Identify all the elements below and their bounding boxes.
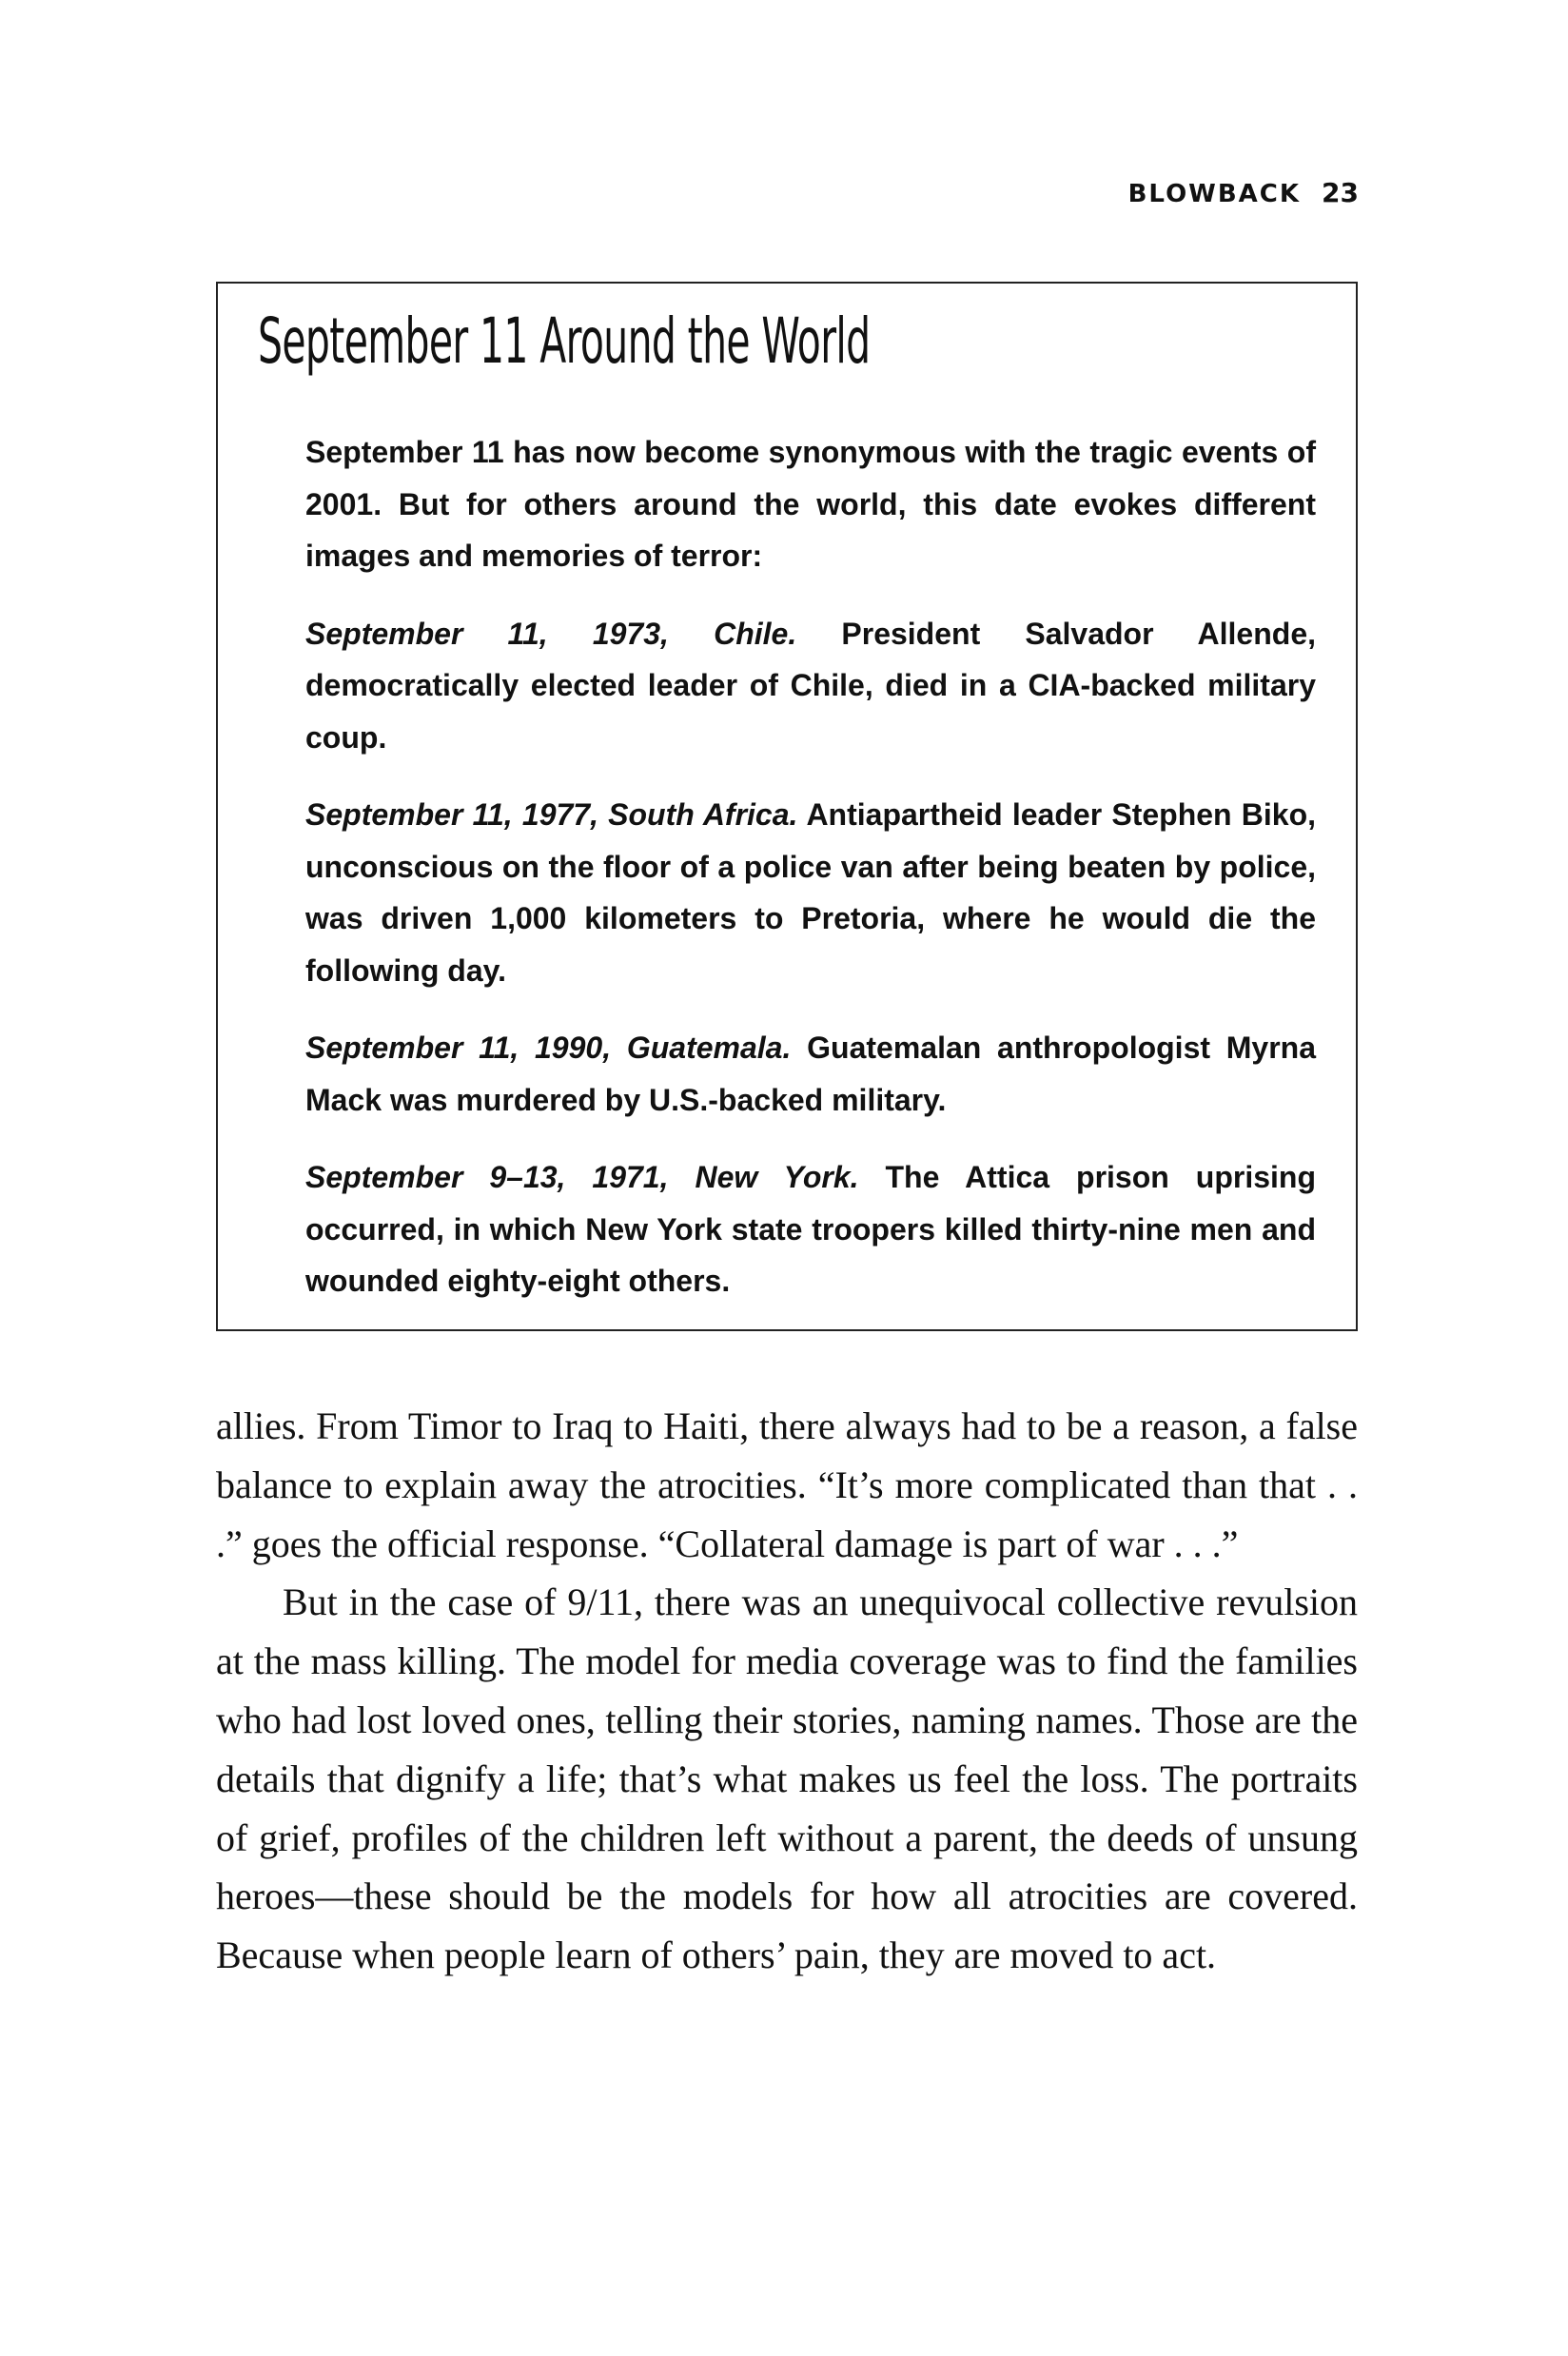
entry-text: Antiapartheid leader Stephen Biko, unconscious on the floor of a police van after being beaten by police, was driven 1,000 kilometers to Pretoria, where he would die the following day. — [305, 797, 1317, 988]
main-text — [216, 1397, 1358, 1985]
body-paragraph: But in the case of 9/11, there was an unequivocal collective revulsion at the mass killing. The model for media coverage was to find the families who had lost loved ones, telling their stories, naming names. Those are the details that dignify a life; that’s what makes us feel the loss. The portraits of grief, profiles of the children left without a parent, the deeds of unsung heroes—these should be the models for how all atrocities are covered. Because when people learn of others’ pain, they are moved to act. — [216, 1580, 1358, 1977]
entry-dateline: September 11, 1977, South Africa. — [305, 797, 798, 832]
running-title: BLOWBACK — [1127, 180, 1302, 208]
sidebar-intro: September 11 has now become synonymous with the tragic events of 2001. But for others around the world, this date evokes different images and memories of terror: — [305, 435, 1316, 573]
entry-dateline: September 9–13, 1971, New York. — [305, 1160, 859, 1194]
sidebar-entry — [305, 1022, 1316, 1126]
sidebar-entry — [305, 789, 1316, 996]
entry-dateline: September 11, 1990, Guatemala. — [305, 1031, 792, 1065]
sidebar-box — [216, 282, 1358, 1331]
entry-text: Guatemalan anthropologist Myrna Mack was murdered by U.S.-backed military. — [305, 1031, 1317, 1117]
running-head — [1128, 177, 1359, 208]
sidebar-entry — [305, 608, 1316, 764]
page-number: 23 — [1322, 177, 1359, 208]
sidebar-title: September 11 Around the World — [258, 304, 871, 378]
entry-text: The Attica prison uprising occurred, in which New York state troopers killed thirty-nine men and wounded eighty-eight others. — [305, 1160, 1317, 1298]
sidebar-entry — [305, 1151, 1316, 1307]
body-paragraph: allies. From Timor to Iraq to Haiti, there always had to be a reason, a false balance to explain away the atrocities. “It’s more complicated than that . . .” goes the official response. “Collateral damage is part of war . . .” — [216, 1404, 1358, 1565]
entry-dateline: September 11, 1973, Chile. — [305, 616, 797, 651]
sidebar-body — [305, 426, 1316, 1333]
entry-text: President Salvador Allende, democratically elected leader of Chile, died in a CIA-backed military coup. — [305, 616, 1317, 755]
